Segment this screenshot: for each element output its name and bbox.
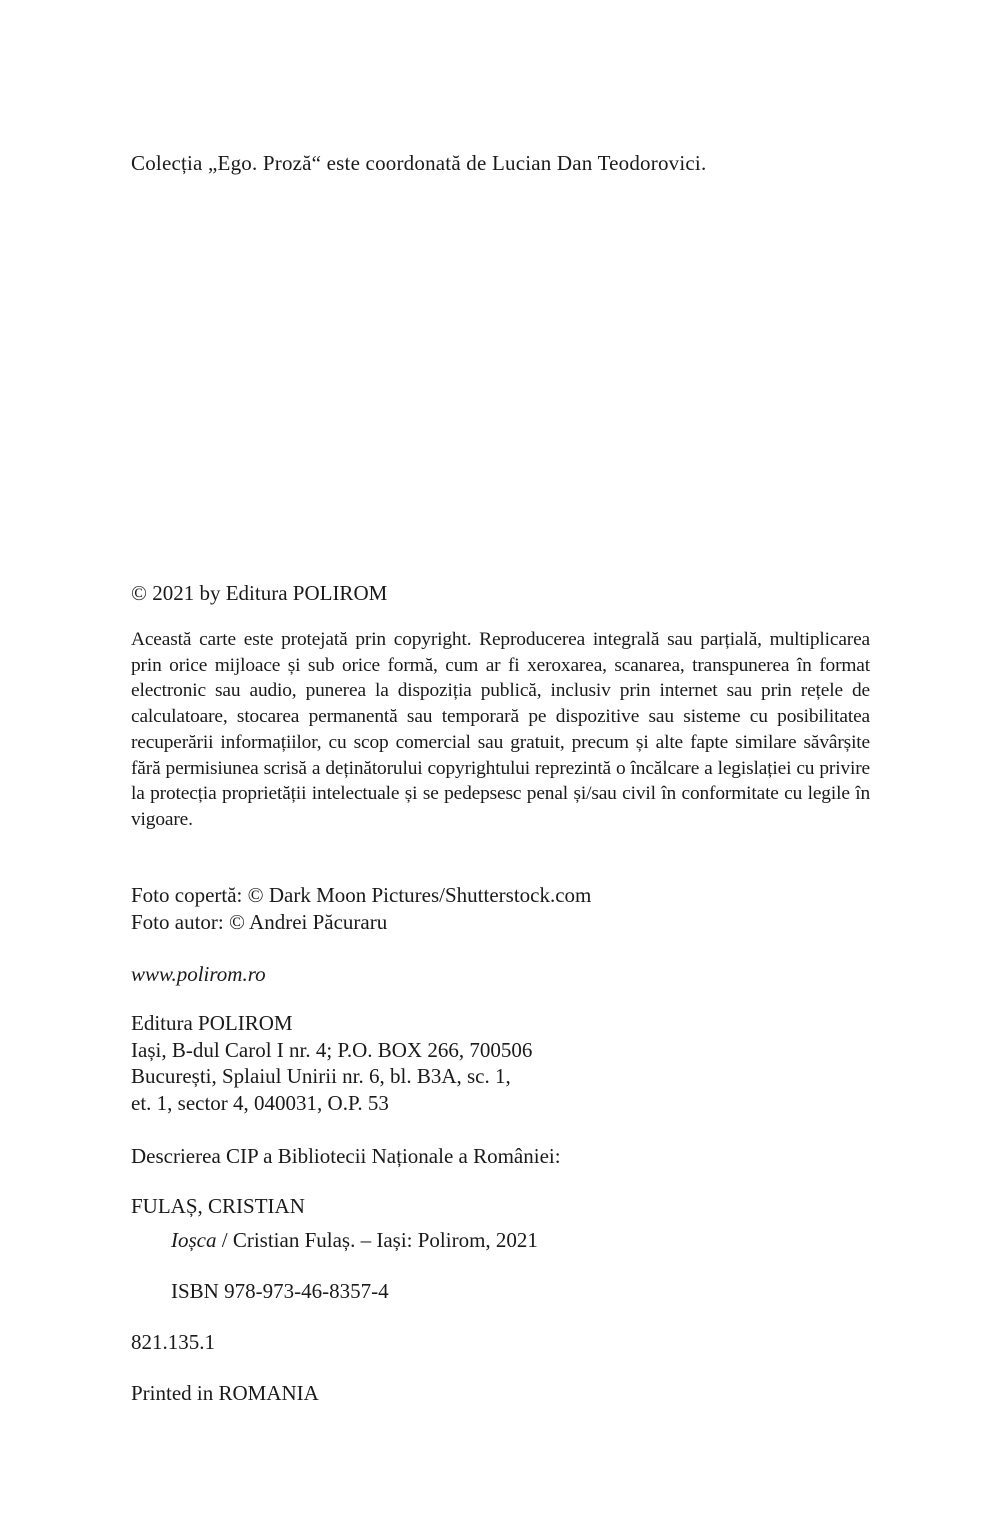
classification-code: 821.135.1 — [131, 1330, 215, 1354]
legal-notice: Această carte este protejată prin copyright. Reproducerea integrală sau parțială, multiplicarea prin orice mijloace și sub orice formă, cum ar fi xeroxarea, scanarea, transpunerea în format electronic sau audio, punerea la dispoziția publică, inclusiv prin internet sau prin rețele de calculatoare, stocarea permanentă sau temporară pe dispozitive sau sisteme cu posibilitatea recuperării informațiilor, cu scop comercial sau gratuit, precum și alte fapte similare săvârșite fără permisiunea scrisă a deținătorului copyrightului reprezintă o încălcare a legislației cu privire la protecția proprietății intelectuale și se pedepsesc penal și/sau civil în conformitate cu legile în vigoare. — [131, 629, 870, 830]
collection-note: Colecția „Ego. Proză“ este coordonată de Lucian Dan Teodorovici. — [131, 151, 707, 175]
address-iasi: Iași, B-dul Carol I nr. 4; P.O. BOX 266, 700506 — [131, 1037, 533, 1062]
publisher-address — [131, 1010, 532, 1116]
publisher-website: www.polirom.ro — [131, 962, 266, 986]
address-bucuresti-line-1: București, Splaiul Unirii nr. 6, bl. B3A, sc. 1, — [131, 1064, 511, 1088]
photo-credits — [131, 882, 591, 935]
cover-photo-credit: Foto copertă: © Dark Moon Pictures/Shutterstock.com — [131, 883, 592, 907]
publisher-name: Editura POLIROM — [131, 1011, 293, 1035]
cip-author: FULAȘ, CRISTIAN — [131, 1194, 305, 1218]
copyright-line: © 2021 by Editura POLIROM — [131, 581, 388, 605]
cip-heading: Descrierea CIP a Bibliotecii Naționale a României: — [131, 1144, 561, 1168]
printed-in: Printed in ROMANIA — [131, 1381, 319, 1405]
author-photo-credit: Foto autor: © Andrei Păcuraru — [131, 909, 388, 934]
cip-entry-details: / Cristian Fulaș. – Iași: Polirom, 2021 — [216, 1228, 538, 1252]
address-bucuresti-line-2: et. 1, sector 4, 040031, O.P. 53 — [131, 1090, 389, 1115]
isbn: ISBN 978-973-46-8357-4 — [171, 1279, 389, 1303]
cip-book-title: Ioșca — [171, 1228, 217, 1252]
cip-entry — [171, 1227, 538, 1253]
copyright-page — [131, 0, 870, 1538]
